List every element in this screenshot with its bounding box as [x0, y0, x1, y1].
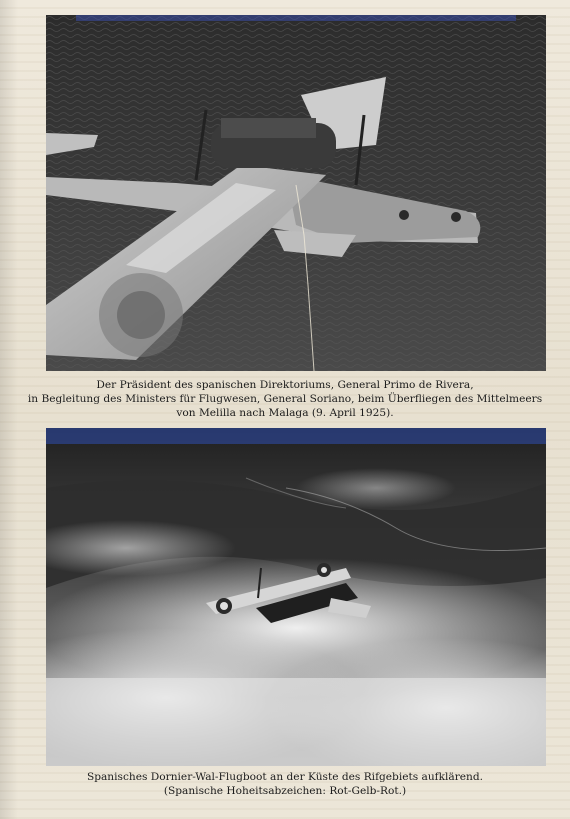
caption-line: von Melilla nach Malaga (9. April 1925).	[176, 407, 394, 419]
caption-line: in Begleitung des Ministers für Flugwesen, General Soriano, beim Überfliegen des Mittelmeers	[27, 393, 543, 405]
top-photo-caption	[20, 378, 550, 420]
seaplane-over-sea-photo	[46, 15, 546, 371]
caption-line: Der Präsident des spanischen Direktoriums, General Primo de Rivera,	[96, 379, 474, 391]
caption-line: (Spanische Hoheitsabzeichen: Rot-Gelb-Rot.)	[163, 785, 407, 797]
seaplane-over-clouds-photo	[46, 428, 546, 766]
bottom-photo-caption	[20, 770, 550, 798]
caption-line: Spanisches Dornier-Wal-Flugboot an der Küste des Rifgebiets aufklärend.	[86, 771, 484, 783]
